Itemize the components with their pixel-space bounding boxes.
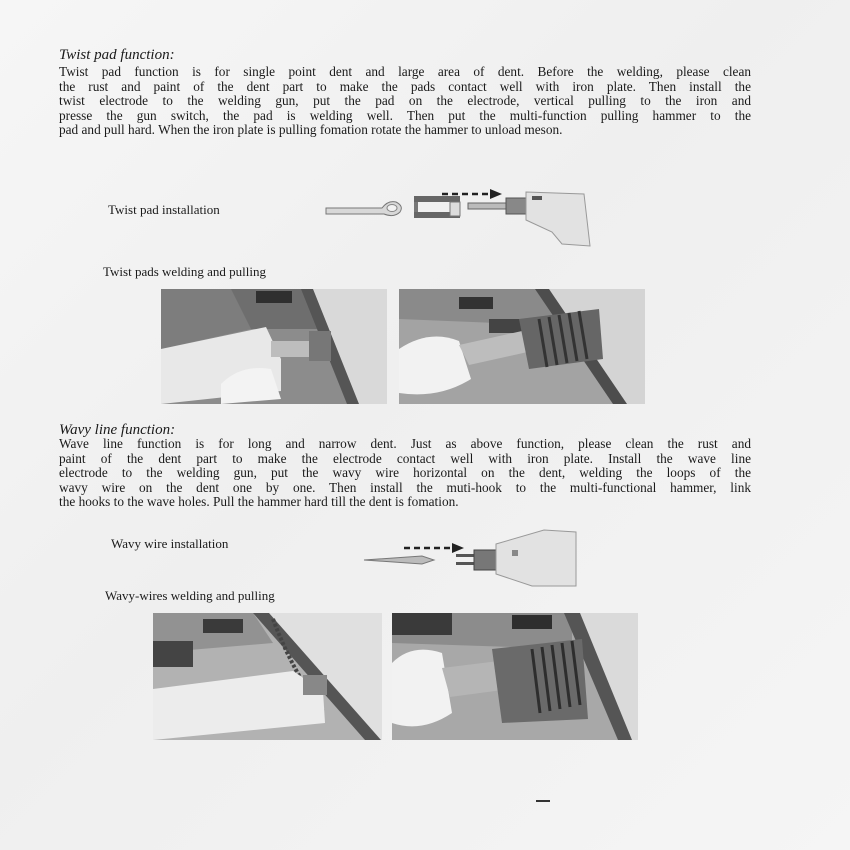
wavy-wires-welding-caption: Wavy-wires welding and pulling	[105, 588, 275, 603]
twist-line-2: the rust and paint of the dent part to make the pads contact well with iron plate. Then install the	[59, 78, 751, 94]
twist-line-1: Twist pad function is for single point dent and large area of dent. Before the welding, please clean	[59, 64, 751, 79]
wavy-wire-installation-caption: Wavy wire installation	[111, 536, 229, 551]
wavy-line-5: the hooks to the wave holes. Pull the hammer hard till the dent is fomation.	[59, 494, 459, 510]
twist-line-3: twist electrode to the welding gun, put the pad on the electrode, vertical pulling to the iron and	[59, 93, 751, 109]
twist-pad-installation-caption: Twist pad installation	[108, 202, 220, 217]
wavy-line-3: electrode to the welding gun, put the wavy wire horizontal on the dent, welding the loops of the	[59, 465, 751, 481]
wavy-wire-pulling-photo	[392, 613, 638, 740]
wavy-line-heading: Wavy line function:	[59, 422, 176, 438]
twist-pad-installation-diagram	[322, 188, 592, 248]
wavy-wire-installation-diagram	[362, 528, 578, 590]
twist-pad-paragraph	[59, 65, 751, 138]
wavy-line-2: paint of the dent part to make the electrode contact well with iron plate. Install the wave line	[59, 450, 751, 466]
page-mark	[536, 800, 550, 802]
wavy-line-1: Wave line function is for long and narrow dent. Just as above function, please clean the rust and	[59, 436, 751, 451]
wavy-line-paragraph	[59, 437, 751, 510]
twist-pad-pulling-photo	[399, 289, 645, 404]
twist-line-5: pad and pull hard. When the iron plate is pulling fomation rotate the hammer to unload meson.	[59, 122, 563, 138]
twist-pad-heading: Twist pad function:	[59, 47, 175, 63]
wavy-wire-welding-photo	[153, 613, 382, 740]
wavy-line-4: wavy wire on the dent one by one. Then install the muti-hook to the multi-functional hammer, link	[59, 479, 751, 495]
twist-pad-welding-photo	[161, 289, 387, 404]
twist-line-4: presse the gun switch, the pad is welding well. Then put the multi-function pulling hammer to the	[59, 107, 751, 123]
twist-pads-welding-caption: Twist pads welding and pulling	[103, 264, 267, 279]
